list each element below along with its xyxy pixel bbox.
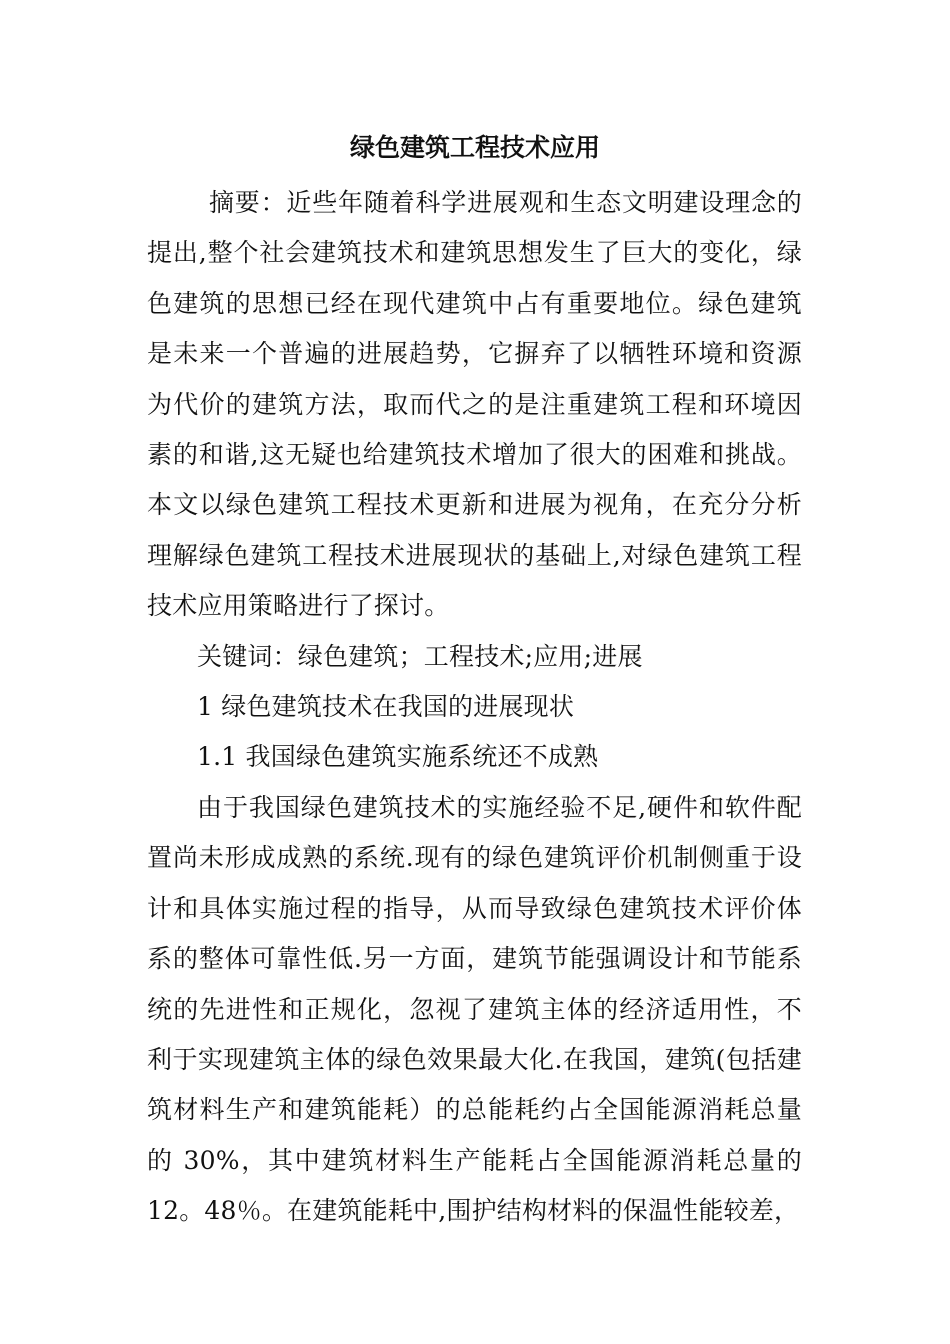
section-1-1-heading: 1.1 我国绿色建筑实施系统还不成熟 (197, 742, 599, 772)
keywords-paragraph: 关键词：绿色建筑；工程技术;应用;进展 (197, 641, 643, 671)
abstract-paragraph: 摘要：近些年随着科学进展观和生态文明建设理念的提出,整个社会建筑技术和建筑思想发生了巨大的变化，绿色建筑的思想已经在现代建筑中占有重要地位。绿色建筑是未来一个普遍的进展趋势，它摒弃了以牺牲环境和资源为代价的建筑方法，取而代之的是注重建筑工程和环境因素的和谐,这无疑也给建筑技术增加了很大的困难和挑战。本文以绿色建筑工程技术更新和进展为视角，在充分分析理解绿色建筑工程技术进展现状的基础上,对绿色建筑工程技术应用策略进行了探讨。 (147, 188, 802, 621)
document-body (147, 178, 802, 1237)
section-1-heading: 1 绿色建筑技术在我国的进展现状 (197, 692, 575, 722)
document-title: 绿色建筑工程技术应用 (349, 133, 600, 162)
section-1-1-body-paragraph: 由于我国绿色建筑技术的实施经验不足,硬件和软件配置尚未形成成熟的系统.现有的绿色建筑评价机制侧重于设计和具体实施过程的指导，从而导致绿色建筑技术评价体系的整体可靠性低.另一方面，建筑节能强调设计和节能系统的先进性和正规化，忽视了建筑主体的经济适用性，不利于实现建筑主体的绿色效果最大化.在我国，建筑(包括建筑材料生产和建筑能耗）的总能耗约占全国能源消耗总量的 30%，其中建筑材料生产能耗占全国能源消耗总量的12。48％。在建筑能耗中,围护结构材料的保温性能较差， (147, 792, 802, 1226)
